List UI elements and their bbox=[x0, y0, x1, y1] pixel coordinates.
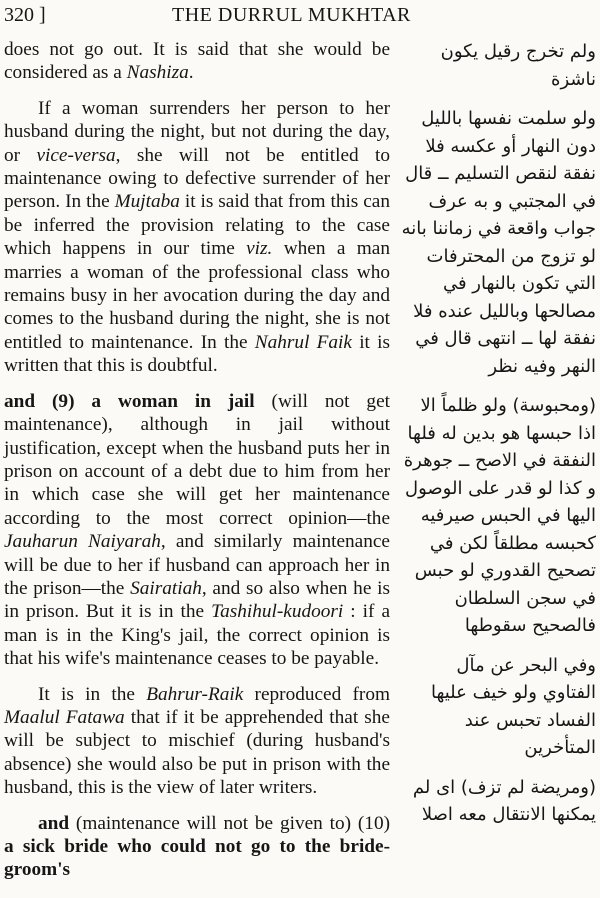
italic-term: Jauharun Naiyarah bbox=[4, 531, 161, 553]
text-run: it is written that this is doubtful. bbox=[4, 331, 390, 377]
italic-term: viz. bbox=[246, 238, 273, 260]
italic-term: Nashiza bbox=[126, 62, 189, 84]
italic-term: Nahrul Faik bbox=[254, 331, 352, 353]
page-header bbox=[0, 0, 600, 34]
italic-term: Bahrur-Raik bbox=[146, 683, 244, 705]
text-run: (maintenance will not be given to) (10) bbox=[69, 812, 390, 834]
text-run: . bbox=[188, 62, 194, 84]
arabic-block-3: (ومحبوسة) ولو ظلماً الا اذا حبسها هو بدين له فلها النفقة في الاصح ــ جوهرة و كذا لو قدر على الوصول اليها في الحبس صيرفيه كحبسه مطلقاً لكن في تصحيح القدوري لو حبس في سجن السلطان فالصحيح سقوطها bbox=[403, 395, 596, 636]
text-run: : if a man is in the King's jail, the correct opinion is that his wife's maintenance ceases to be payable. bbox=[4, 601, 391, 670]
paragraph-jail bbox=[4, 390, 390, 671]
arabic-column bbox=[398, 38, 596, 841]
page-number: 320 ] bbox=[4, 4, 46, 26]
italic-term: Tashihul-kudoori bbox=[211, 601, 344, 623]
bold-term: and bbox=[38, 812, 70, 834]
arabic-block-5: (ومريضة لم تزف) اى لم يمكنها الانتقال معه اصلا bbox=[412, 776, 596, 825]
italic-term: Sairatiah bbox=[130, 577, 202, 599]
paragraph-day-night bbox=[4, 97, 390, 378]
text-run: that if it be apprehended that she will be subject to mischief (during husband's absence) she would also be put in prison with the husband, this is the view of later writers. bbox=[4, 706, 390, 799]
italic-term: Mujtaba bbox=[114, 191, 180, 213]
paragraph-continuation bbox=[4, 38, 390, 85]
english-column bbox=[4, 38, 390, 894]
italic-term: Maalul Fatawa bbox=[4, 706, 125, 728]
paragraph-bahrur-raik bbox=[4, 683, 390, 800]
arabic-block-1: ولم تخرج رقيل يكون ناشزة bbox=[440, 41, 596, 90]
text-run: when a man marries a woman of the professional class who remains busy in her avocation during the day and comes to the husband during the night, she is not entitled to maintenance. In the bbox=[4, 238, 390, 353]
text-run: , she will not be entitled to maintenance owing to defective surrender of her person. In the bbox=[4, 144, 390, 213]
bold-term: a sick bride who could not go to the bride-groom's bbox=[4, 836, 390, 881]
arabic-block-4: وفي البحر عن مآل الفتاوي ولو خيف عليها الفساد تحبس عند المتأخرين bbox=[430, 654, 596, 758]
text-run: (will not get maintenance), although in jail without justification, except when the husband puts her in prison on account of a debt due to him from her in which case she will get her maintenance according to the most correct opinion—the bbox=[4, 390, 390, 529]
text-run: it is said that from this can be inferred the provision relating to the case which happens in our time bbox=[4, 191, 390, 260]
bold-term: and (9) a woman in jail bbox=[4, 390, 255, 412]
text-run: reproduced from bbox=[243, 683, 390, 705]
running-title: THE DURRUL MUKHTAR bbox=[172, 4, 411, 26]
text-run: , and so also when he is in prison. But it is in the bbox=[4, 577, 390, 623]
paragraph-sick-bride bbox=[4, 812, 390, 882]
text-run: It is in the bbox=[38, 683, 147, 705]
text-run: If a woman surrenders her person to her husband during the night, but not during the day, or bbox=[4, 97, 390, 166]
arabic-block-2: ولو سلمت نفسها بالليل دون النهار أو عكسه فلا نفقة لنقص التسليم ــ قال في المجتبي و به عرف جواب واقعة في زماننا بانه لو تزوج من المحترفات التي تكون بالنهار في مصالحها وبالليل عنده فلا نفقة لها ــ انتهى قال في النهر وفيه نظر bbox=[401, 108, 596, 377]
italic-term: vice-versa bbox=[36, 144, 116, 166]
text-run: does not go out. It is said that she would be considered as a bbox=[4, 39, 390, 84]
text-run: , and similarly maintenance will be due to her if husband can approach her in the prison—the bbox=[4, 531, 390, 599]
